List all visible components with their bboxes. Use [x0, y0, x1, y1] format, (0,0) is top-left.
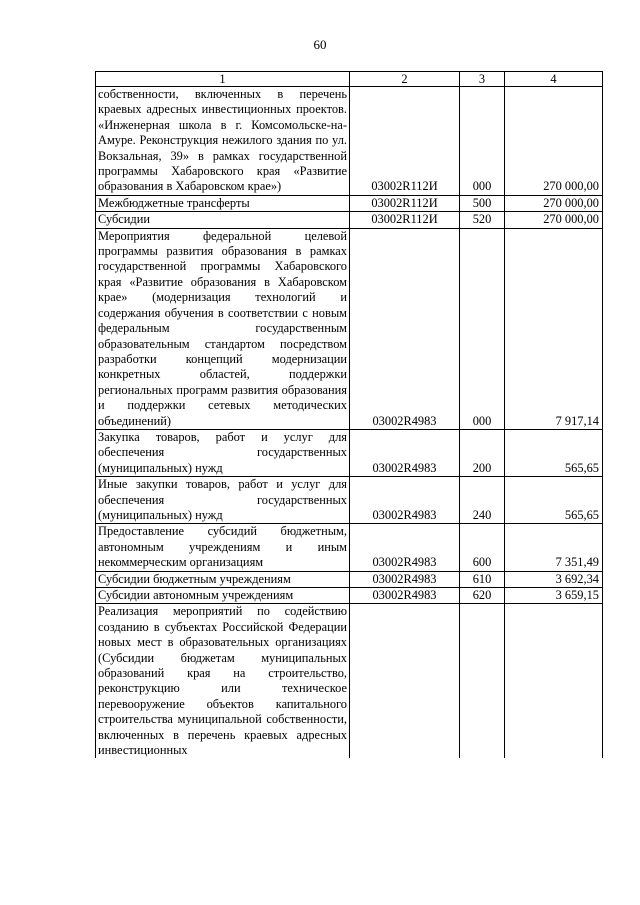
row-name: Мероприятия федеральной целевой программы развития образования в рамках государственной программы Хабаровского края «Развитие образования в Хабаровском крае» (модернизация технологий и содержания обучения в соответствии с новым федеральным государственным образовательным стандартом посредством разработки концепций модернизации конкретных областей, поддержки региональных программ развития образования и поддержки сетевых методических объединений) — [96, 228, 350, 429]
table-row — [96, 87, 603, 196]
row-target-code: 03002R112И — [350, 212, 460, 228]
row-expense-type: 500 — [460, 195, 505, 211]
table-row — [96, 571, 603, 587]
header-col-2: 2 — [350, 72, 460, 87]
table-row — [96, 195, 603, 211]
table-row — [96, 524, 603, 571]
header-col-4: 4 — [505, 72, 603, 87]
row-amount: 7 917,14 — [505, 228, 603, 429]
row-name: Субсидии — [96, 212, 350, 228]
row-name: Закупка товаров, работ и услуг для обеспечения государственных (муниципальных) нужд — [96, 429, 350, 476]
row-amount: 565,65 — [505, 477, 603, 524]
row-target-code: 03002R112И — [350, 87, 460, 196]
header-col-3: 3 — [460, 72, 505, 87]
row-amount: 270 000,00 — [505, 212, 603, 228]
row-amount: 7 351,49 — [505, 524, 603, 571]
row-target-code: 03002R4983 — [350, 228, 460, 429]
row-target-code: 03002R4983 — [350, 588, 460, 604]
table-row — [96, 212, 603, 228]
row-amount: 3 692,34 — [505, 571, 603, 587]
row-amount: 565,65 — [505, 429, 603, 476]
row-expense-type: 610 — [460, 571, 505, 587]
table-row — [96, 588, 603, 604]
row-target-code: 03002R4983 — [350, 524, 460, 571]
row-name: Субсидии автономным учреждениям — [96, 588, 350, 604]
row-expense-type: 620 — [460, 588, 505, 604]
budget-table — [95, 71, 603, 758]
header-col-1: 1 — [96, 72, 350, 87]
row-name: Иные закупки товаров, работ и услуг для обеспечения государственных (муниципальных) нужд — [96, 477, 350, 524]
table-row — [96, 604, 603, 759]
row-target-code: 03002R4983 — [350, 571, 460, 587]
row-expense-type: 000 — [460, 228, 505, 429]
page-number: 60 — [313, 37, 327, 52]
table-row — [96, 477, 603, 524]
row-name: Субсидии бюджетным учреждениям — [96, 571, 350, 587]
row-expense-type: 240 — [460, 477, 505, 524]
table-row — [96, 228, 603, 429]
row-amount: 270 000,00 — [505, 87, 603, 196]
row-expense-type: 520 — [460, 212, 505, 228]
row-amount — [505, 604, 603, 759]
row-name: Межбюджетные трансферты — [96, 195, 350, 211]
row-expense-type — [460, 604, 505, 759]
row-target-code: 03002R4983 — [350, 429, 460, 476]
row-target-code: 03002R4983 — [350, 477, 460, 524]
row-name: Предоставление субсидий бюджетным, автономным учреждениям и иным некоммерческим организациям — [96, 524, 350, 571]
row-amount: 3 659,15 — [505, 588, 603, 604]
table-header-row — [96, 72, 603, 87]
row-expense-type: 600 — [460, 524, 505, 571]
row-target-code: 03002R112И — [350, 195, 460, 211]
row-expense-type: 000 — [460, 87, 505, 196]
row-name: Реализация мероприятий по содействию созданию в субъектах Российской Федерации новых мест в образовательных организациях (Субсидии бюджетам муниципальных образований края на строительство, реконструкцию или техническое перевооружение объектов капитального строительства муниципальной собственности, включенных в перечень краевых адресных инвестиционных — [96, 604, 350, 759]
row-expense-type: 200 — [460, 429, 505, 476]
table-row — [96, 429, 603, 476]
row-amount: 270 000,00 — [505, 195, 603, 211]
row-name: собственности, включенных в перечень краевых адресных инвестиционных проектов. «Инженерная школа в г. Комсомольске-на-Амуре. Реконструкция нежилого здания по ул. Вокзальная, 39» в рамках государственной программы Хабаровского края «Развитие образования в Хабаровском крае») — [96, 87, 350, 196]
row-target-code — [350, 604, 460, 759]
